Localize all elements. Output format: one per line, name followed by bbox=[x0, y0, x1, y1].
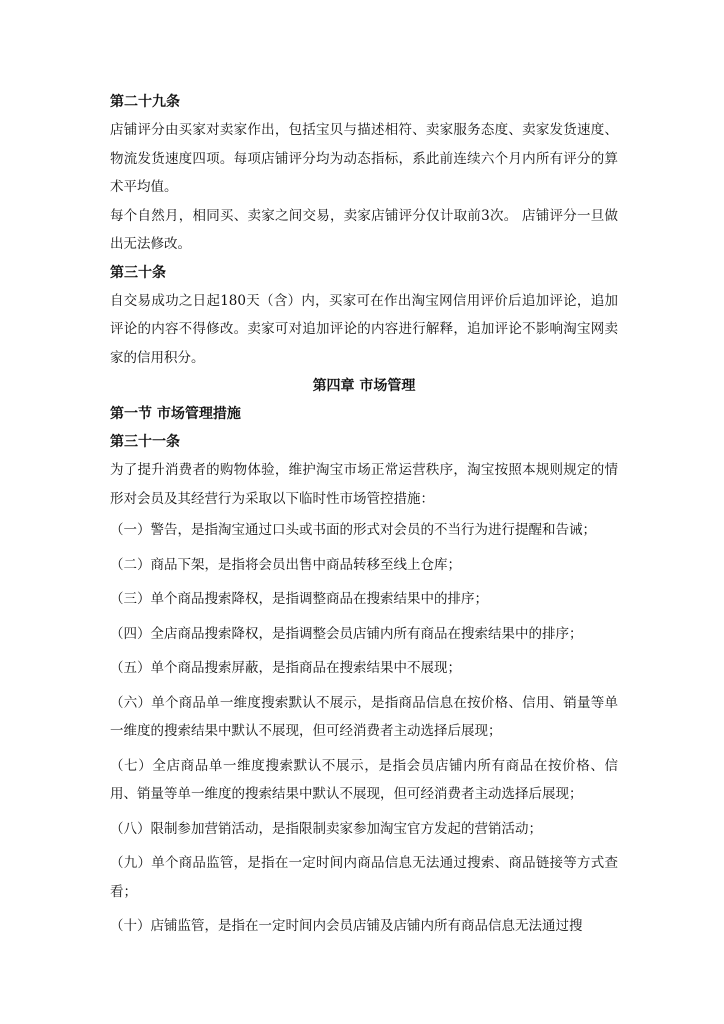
list-item: （一）警告，是指淘宝通过口头或书面的形式对会员的不当行为进行提醒和告诫； bbox=[110, 522, 596, 538]
article-31-intro: 为了提升消费者的购物体验，维护淘宝市场正常运营秩序，淘宝按照本规则规定的情形对会员及其经营行为采取以下临时性市场管控措施： bbox=[110, 462, 618, 507]
chapter-title: 第四章 市场管理 bbox=[312, 378, 416, 394]
list-item: （六）单个商品单一维度搜索默认不展示，是指商品信息在按价格、信用、销量等单一维度的搜索结果中默认不展现，但可经消费者主动选择后展现； bbox=[110, 694, 618, 739]
article-31-heading: 第三十一条 bbox=[110, 434, 180, 450]
list-item: （七）全店商品单一维度搜索默认不展示，是指会员店铺内所有商品在按价格、信用、销量等单一维度的搜索结果中默认不展现，但可经消费者主动选择后展现； bbox=[110, 757, 618, 802]
article-30-heading: 第三十条 bbox=[110, 264, 166, 281]
list-item: （四）全店商品搜索降权，是指调整会员店铺内所有商品在搜索结果中的排序； bbox=[110, 625, 583, 642]
article-29-paragraph-1: 店铺评分由买家对卖家作出，包括宝贝与描述相符、卖家服务态度、卖家发货速度、物流发货速度四项。每项店铺评分均为动态指标，系此前连续六个月内所有评分的算术平均值。 bbox=[110, 122, 618, 195]
list-item: （八）限制参加营销活动，是指限制卖家参加淘宝官方发起的营销活动； bbox=[110, 820, 542, 837]
section-title: 第一节 市场管理措施 bbox=[110, 406, 241, 422]
article-29-paragraph-2: 每个自然月，相同买、卖家之间交易，卖家店铺评分仅计取前3次。 店铺评分一旦做出无法修改。 bbox=[110, 207, 618, 252]
list-item: （十）店铺监管，是指在一定时间内会员店铺及店铺内所有商品信息无法通过搜 bbox=[110, 918, 583, 934]
document-page bbox=[110, 88, 618, 944]
article-29-heading: 第二十九条 bbox=[110, 94, 180, 110]
list-item: （九）单个商品监管，是指在一定时间内商品信息无法通过搜索、商品链接等方式查看； bbox=[110, 855, 618, 900]
article-30-paragraph-1: 自交易成功之日起180天（含）内，买家可在作出淘宝网信用评价后追加评论，追加评论的内容不得修改。卖家可对追加评论的内容进行解释，追加评论不影响淘宝网卖家的信用积分。 bbox=[110, 292, 618, 366]
list-item: （二）商品下架，是指将会员出售中商品转移至线上仓库； bbox=[110, 556, 461, 573]
list-item: （三）单个商品搜索降权，是指调整商品在搜索结果中的排序； bbox=[110, 591, 488, 607]
list-item: （五）单个商品搜索屏蔽，是指商品在搜索结果中不展现； bbox=[110, 660, 461, 676]
